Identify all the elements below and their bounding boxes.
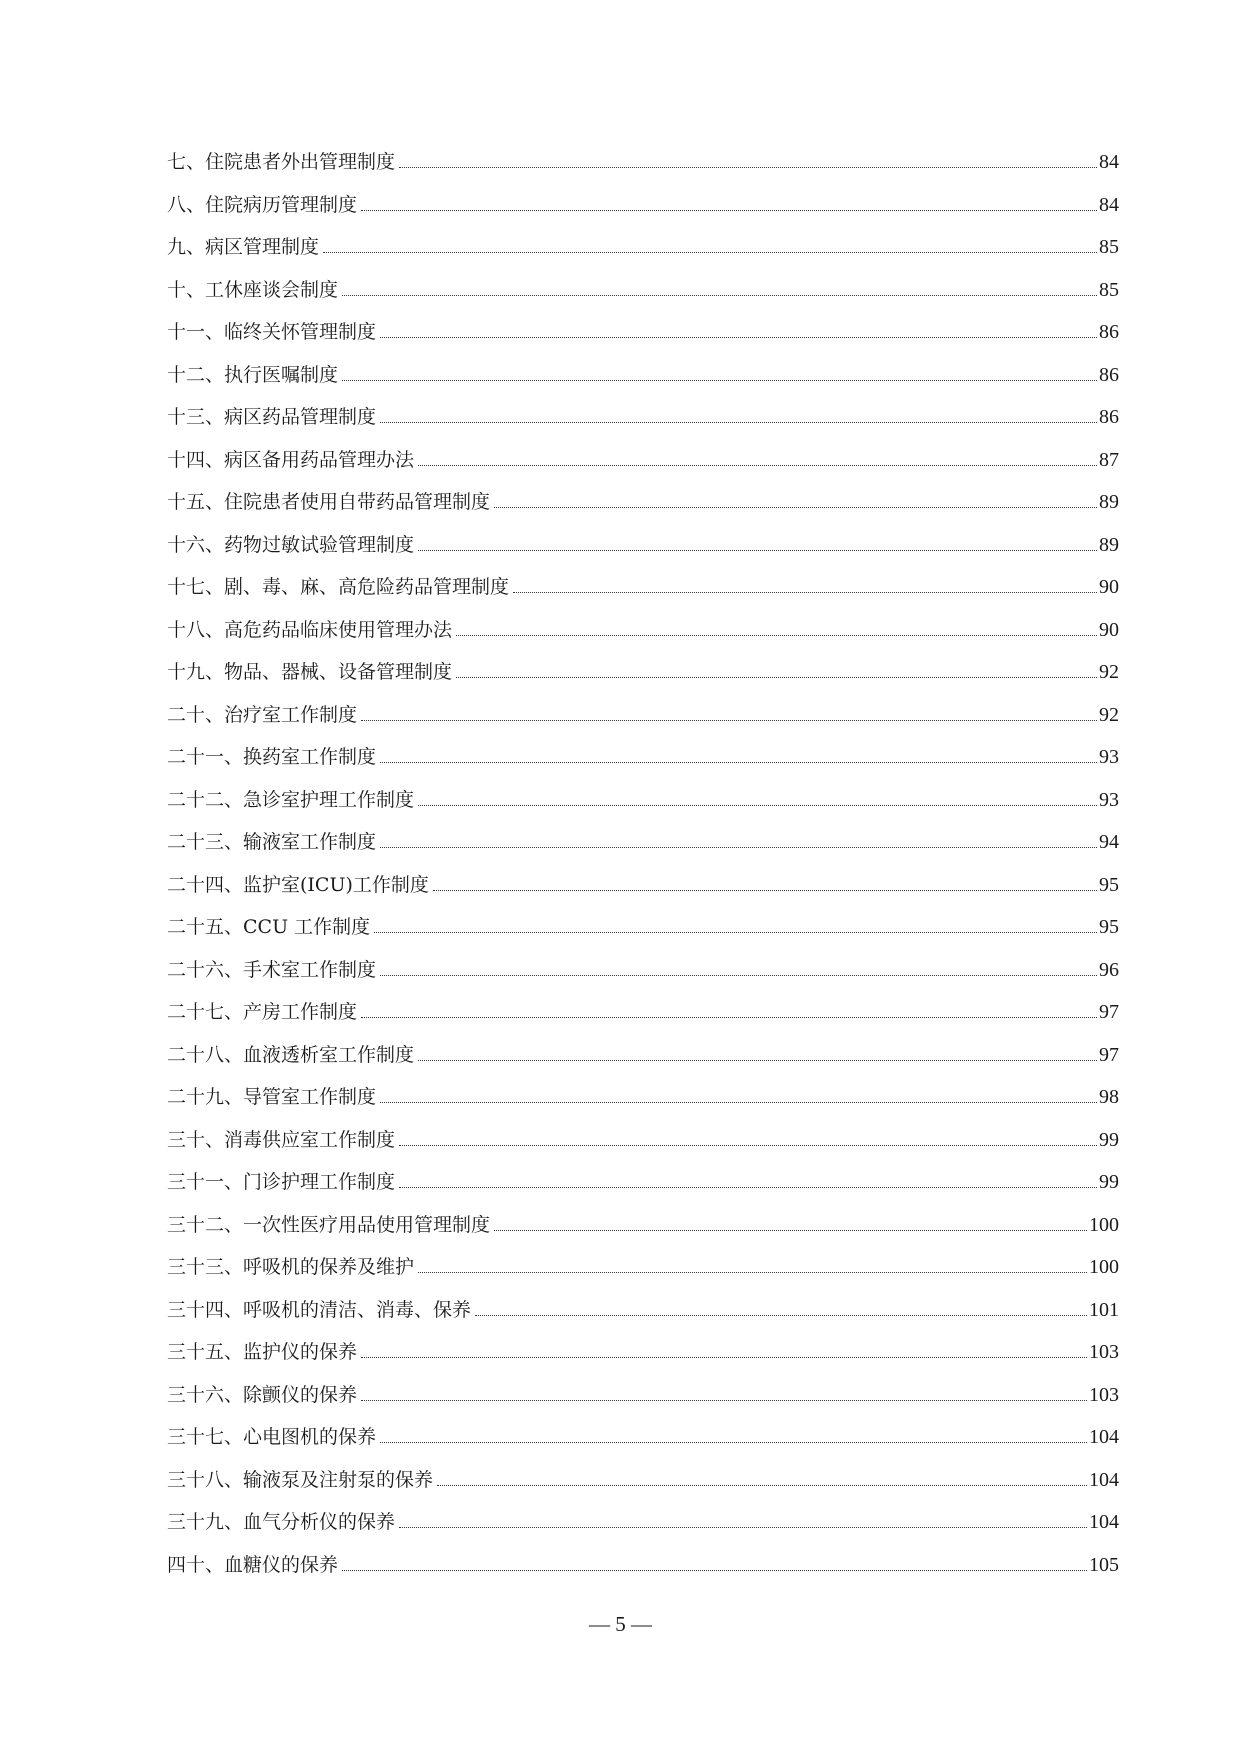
toc-entry-title: 三十二、一次性医疗用品使用管理制度 xyxy=(167,1213,491,1236)
toc-entry-title: 三十九、血气分析仪的保养 xyxy=(167,1511,396,1533)
toc-entry-title: 二十四、监护室(ICU)工作制度 xyxy=(167,873,429,896)
toc-entry[interactable] xyxy=(167,269,1119,312)
toc-entry-page: 95 xyxy=(1099,873,1119,896)
toc-entry-title: 十九、物品、器械、设备管理制度 xyxy=(167,661,453,683)
toc-entry-page: 98 xyxy=(1099,1086,1119,1108)
toc-entry[interactable] xyxy=(167,1331,1119,1374)
toc-entry[interactable] xyxy=(167,184,1119,227)
toc-entry-title: 三十三、呼吸机的保养及维护 xyxy=(167,1256,415,1278)
toc-dot-leader xyxy=(380,761,1097,763)
toc-entry-title: 十、工休座谈会制度 xyxy=(167,278,339,301)
toc-entry-title: 七、住院患者外出管理制度 xyxy=(167,151,396,173)
toc-entry-title: 二十、治疗室工作制度 xyxy=(167,703,358,726)
page-number: — 5 — xyxy=(589,1612,652,1636)
toc-entry[interactable] xyxy=(167,1119,1119,1162)
toc-entry-page: 89 xyxy=(1099,491,1119,513)
toc-entry-title: 三十一、门诊护理工作制度 xyxy=(167,1171,396,1193)
toc-entry-title: 二十二、急诊室护理工作制度 xyxy=(167,788,415,811)
toc-entry[interactable] xyxy=(167,481,1119,524)
toc-dot-leader xyxy=(456,676,1097,678)
toc-entry-page: 96 xyxy=(1099,958,1119,981)
toc-entry-title: 十三、病区药品管理制度 xyxy=(167,406,377,428)
toc-dot-leader xyxy=(361,1356,1087,1358)
toc-entry-page: 92 xyxy=(1099,661,1119,683)
toc-dot-leader xyxy=(361,719,1097,721)
toc-entry-page: 100 xyxy=(1089,1256,1119,1278)
toc-entry-page: 89 xyxy=(1099,533,1119,556)
toc-dot-leader xyxy=(418,804,1097,806)
toc-entry-title: 二十五、CCU 工作制度 xyxy=(167,916,371,938)
toc-entry-page: 93 xyxy=(1099,746,1119,768)
toc-entry[interactable] xyxy=(167,736,1119,779)
toc-dot-leader xyxy=(380,336,1097,338)
toc-entry-page: 93 xyxy=(1099,788,1119,811)
toc-entry-page: 92 xyxy=(1099,703,1119,726)
toc-entry[interactable] xyxy=(167,1289,1119,1332)
toc-entry[interactable] xyxy=(167,1246,1119,1289)
toc-entry-page: 104 xyxy=(1089,1511,1119,1533)
toc-dot-leader xyxy=(342,379,1097,381)
toc-entry-page: 95 xyxy=(1099,916,1119,938)
toc-dot-leader xyxy=(418,464,1097,466)
toc-entry[interactable] xyxy=(167,864,1119,907)
toc-entry-page: 87 xyxy=(1099,448,1119,471)
toc-entry-page: 90 xyxy=(1099,576,1119,598)
toc-entry-title: 十四、病区备用药品管理办法 xyxy=(167,448,415,471)
toc-entry[interactable] xyxy=(167,524,1119,567)
toc-entry-title: 九、病区管理制度 xyxy=(167,236,320,258)
toc-entry[interactable] xyxy=(167,694,1119,737)
toc-entry-title: 四十、血糖仪的保养 xyxy=(167,1553,339,1576)
toc-dot-leader xyxy=(494,506,1097,508)
toc-dot-leader xyxy=(437,1484,1087,1486)
toc-entry-title: 十二、执行医嘱制度 xyxy=(167,363,339,386)
toc-entry-title: 二十九、导管室工作制度 xyxy=(167,1086,377,1108)
toc-dot-leader xyxy=(399,1526,1087,1528)
toc-entry-title: 二十七、产房工作制度 xyxy=(167,1001,358,1023)
toc-entry-title: 十五、住院患者使用自带药品管理制度 xyxy=(167,491,491,513)
toc-entry[interactable] xyxy=(167,651,1119,694)
toc-dot-leader xyxy=(494,1229,1087,1231)
toc-entry[interactable] xyxy=(167,906,1119,949)
toc-entry-page: 104 xyxy=(1089,1468,1119,1491)
toc-entry-page: 90 xyxy=(1099,618,1119,641)
toc-entry-page: 97 xyxy=(1099,1043,1119,1066)
toc-dot-leader xyxy=(475,1314,1087,1316)
toc-entry-title: 十八、高危药品临床使用管理办法 xyxy=(167,618,453,641)
toc-dot-leader xyxy=(513,591,1097,593)
toc-entry[interactable] xyxy=(167,1204,1119,1247)
toc-dot-leader xyxy=(399,166,1097,168)
toc-entry-title: 二十六、手术室工作制度 xyxy=(167,958,377,981)
toc-dot-leader xyxy=(399,1144,1097,1146)
toc-entry[interactable] xyxy=(167,566,1119,609)
toc-entry[interactable] xyxy=(167,779,1119,822)
toc-entry[interactable] xyxy=(167,991,1119,1034)
toc-entry-title: 三十四、呼吸机的清洁、消毒、保养 xyxy=(167,1298,472,1321)
toc-entry[interactable] xyxy=(167,1161,1119,1204)
toc-entry[interactable] xyxy=(167,1374,1119,1417)
toc-dot-leader xyxy=(418,1271,1087,1273)
toc-entry[interactable] xyxy=(167,1501,1119,1544)
toc-dot-leader xyxy=(342,294,1097,296)
toc-entry-title: 三十六、除颤仪的保养 xyxy=(167,1383,358,1406)
toc-entry-title: 三十、消毒供应室工作制度 xyxy=(167,1128,396,1151)
toc-entry[interactable] xyxy=(167,141,1119,184)
toc-entry[interactable] xyxy=(167,354,1119,397)
toc-entry[interactable] xyxy=(167,1544,1119,1587)
toc-entry[interactable] xyxy=(167,949,1119,992)
toc-entry-page: 86 xyxy=(1099,406,1119,428)
toc-entry-title: 二十三、输液室工作制度 xyxy=(167,831,377,853)
toc-dot-leader xyxy=(399,1186,1097,1188)
toc-entry[interactable] xyxy=(167,439,1119,482)
toc-entry-title: 三十七、心电图机的保养 xyxy=(167,1426,377,1448)
toc-entry[interactable] xyxy=(167,821,1119,864)
toc-entry[interactable] xyxy=(167,1034,1119,1077)
toc-dot-leader xyxy=(361,209,1097,211)
toc-entry-page: 105 xyxy=(1089,1553,1119,1576)
toc-entry[interactable] xyxy=(167,311,1119,354)
toc-dot-leader xyxy=(361,1399,1087,1401)
toc-dot-leader xyxy=(342,1569,1087,1571)
toc-dot-leader xyxy=(380,1441,1087,1443)
toc-entry-page: 85 xyxy=(1099,236,1119,258)
toc-entry[interactable] xyxy=(167,609,1119,652)
toc-entry-page: 84 xyxy=(1099,151,1119,173)
toc-entry-page: 94 xyxy=(1099,831,1119,853)
toc-entry-title: 三十八、输液泵及注射泵的保养 xyxy=(167,1468,434,1491)
toc-entry-page: 85 xyxy=(1099,278,1119,301)
toc-entry-page: 99 xyxy=(1099,1128,1119,1151)
toc-entry[interactable] xyxy=(167,396,1119,439)
toc-entry-title: 十六、药物过敏试验管理制度 xyxy=(167,533,415,556)
toc-entry-page: 103 xyxy=(1089,1341,1119,1363)
toc-entry-page: 99 xyxy=(1099,1171,1119,1193)
toc-entry-page: 104 xyxy=(1089,1426,1119,1448)
toc-dot-leader xyxy=(380,1101,1097,1103)
toc-entry[interactable] xyxy=(167,1459,1119,1502)
table-of-contents xyxy=(167,141,1119,1586)
toc-entry-page: 86 xyxy=(1099,363,1119,386)
toc-entry-title: 十七、剧、毒、麻、高危险药品管理制度 xyxy=(167,576,510,598)
toc-dot-leader xyxy=(418,549,1097,551)
toc-dot-leader xyxy=(380,846,1097,848)
toc-entry-page: 101 xyxy=(1089,1298,1119,1321)
toc-entry-page: 100 xyxy=(1089,1213,1119,1236)
toc-entry-title: 二十一、换药室工作制度 xyxy=(167,746,377,768)
toc-entry-title: 二十八、血液透析室工作制度 xyxy=(167,1043,415,1066)
toc-entry-title: 八、住院病历管理制度 xyxy=(167,193,358,216)
toc-dot-leader xyxy=(418,1059,1097,1061)
toc-dot-leader xyxy=(380,421,1097,423)
toc-dot-leader xyxy=(433,889,1097,891)
toc-entry-title: 三十五、监护仪的保养 xyxy=(167,1341,358,1363)
toc-entry-title: 十一、临终关怀管理制度 xyxy=(167,321,377,343)
toc-dot-leader xyxy=(323,251,1097,253)
toc-dot-leader xyxy=(456,634,1097,636)
toc-dot-leader xyxy=(380,974,1097,976)
toc-dot-leader xyxy=(374,931,1097,933)
toc-dot-leader xyxy=(361,1016,1097,1018)
toc-entry[interactable] xyxy=(167,226,1119,269)
toc-entry-page: 103 xyxy=(1089,1383,1119,1406)
toc-entry-page: 86 xyxy=(1099,321,1119,343)
toc-entry[interactable] xyxy=(167,1076,1119,1119)
toc-entry[interactable] xyxy=(167,1416,1119,1459)
toc-entry-page: 84 xyxy=(1099,193,1119,216)
toc-entry-page: 97 xyxy=(1099,1001,1119,1023)
